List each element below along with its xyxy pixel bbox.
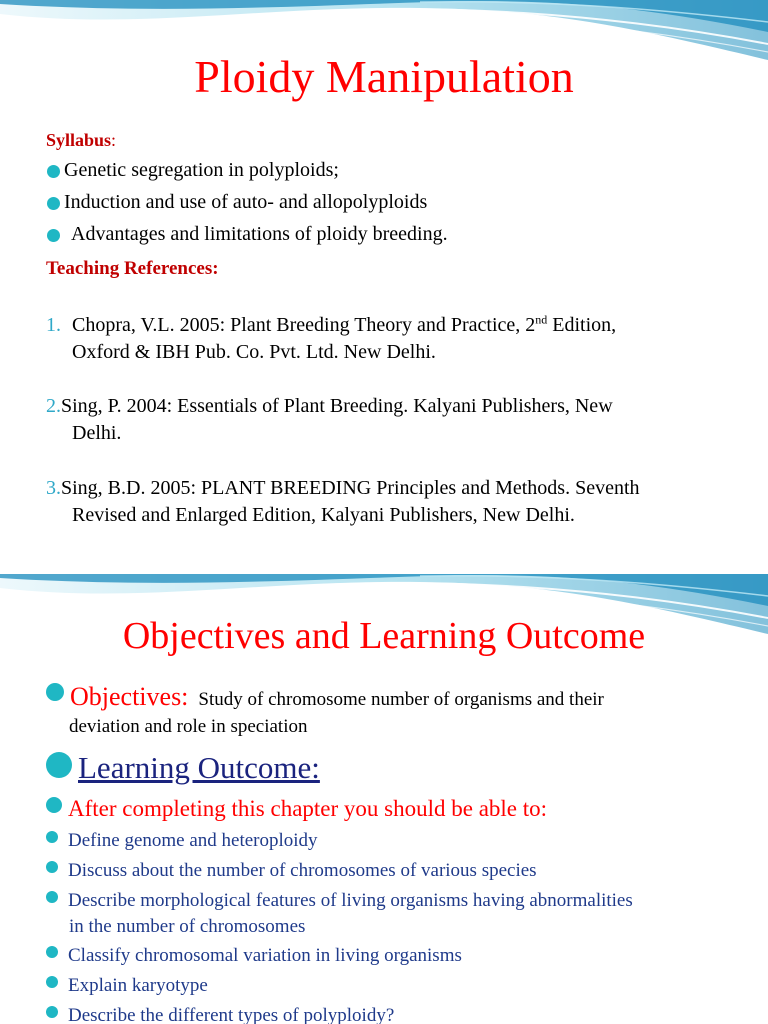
bullet-icon <box>46 861 58 873</box>
objectives-text-continued: deviation and role in speciation <box>69 716 308 737</box>
bullet-icon <box>47 229 60 242</box>
outcome-item <box>46 860 537 882</box>
outcome-text: Discuss about the number of chromosomes of various species <box>68 860 537 881</box>
outcome-text: Define genome and heteroploidy <box>68 830 318 851</box>
outcome-item <box>46 890 633 912</box>
after-completing-item <box>46 796 547 822</box>
bullet-icon <box>46 946 58 958</box>
syllabus-item-text: Advantages and limitations of ploidy breeding. <box>71 223 448 245</box>
learning-outcome-heading <box>46 750 320 786</box>
reference-text-continued: Revised and Enlarged Edition, Kalyani Publishers, New Delhi. <box>72 504 575 526</box>
syllabus-item-text: Genetic segregation in polyploids; <box>64 159 339 181</box>
outcome-text: Classify chromosomal variation in living organisms <box>68 945 462 966</box>
bullet-icon <box>47 197 60 210</box>
syllabus-item <box>47 221 448 248</box>
syllabus-heading <box>46 127 116 154</box>
reference-text: Sing, P. 2004: Essentials of Plant Breeding. Kalyani Publishers, New <box>61 395 613 417</box>
outcome-text-continued: in the number of chromosomes <box>69 916 306 937</box>
slide-title: Objectives and Learning Outcome <box>122 615 646 657</box>
syllabus-item-text: Induction and use of auto- and allopolyploids <box>64 191 428 213</box>
outcome-item <box>46 945 462 967</box>
slide-title: Ploidy Manipulation <box>194 51 574 102</box>
bullet-icon <box>46 891 58 903</box>
learning-outcome-label: Learning Outcome: <box>78 750 320 785</box>
after-completing-text: After completing this chapter you should be able to: <box>68 796 548 821</box>
syllabus-item <box>47 189 427 216</box>
references-heading: Teaching References: <box>46 258 219 279</box>
outcome-item <box>46 830 318 852</box>
bullet-icon <box>46 752 72 778</box>
reference-number: 2. <box>46 395 61 417</box>
reference-text: Chopra, V.L. 2005: Plant Breeding Theory and Practice, 2 <box>72 314 536 336</box>
bullet-icon <box>46 797 62 813</box>
outcome-text: Explain karyotype <box>68 975 208 996</box>
slide-separator <box>0 558 768 574</box>
reference-text-continued: Oxford & IBH Pub. Co. Pvt. Ltd. New Delhi. <box>72 341 436 363</box>
reference-text-continued: Delhi. <box>72 422 122 444</box>
syllabus-colon: : <box>111 130 117 150</box>
objectives-text: Study of chromosome number of organisms and their <box>198 689 604 710</box>
reference-superscript: nd <box>535 312 548 327</box>
reference-text-tail: Edition, <box>547 314 617 336</box>
syllabus-item <box>47 157 339 184</box>
slide-2 <box>0 574 768 1024</box>
outcome-item <box>46 975 208 997</box>
bullet-icon <box>47 165 60 178</box>
reference-number: 3. <box>46 477 61 499</box>
bullet-icon <box>46 683 64 701</box>
bullet-icon <box>46 976 58 988</box>
syllabus-label: Syllabus <box>46 130 112 150</box>
bullet-icon <box>46 831 58 843</box>
outcome-text: Describe the different types of polyploidy? <box>68 1005 395 1024</box>
reference-text: Sing, B.D. 2005: PLANT BREEDING Principles and Methods. Seventh <box>61 477 640 499</box>
reference-item <box>46 312 616 339</box>
reference-item <box>46 475 640 502</box>
outcome-text: Describe morphological features of living organisms having abnormalities <box>68 890 633 911</box>
objectives-item <box>46 682 604 712</box>
objectives-label: Objectives: <box>70 682 189 711</box>
reference-item <box>46 393 613 420</box>
bullet-icon <box>46 1006 58 1018</box>
outcome-item <box>46 1005 394 1024</box>
reference-number: 1. <box>46 314 61 336</box>
